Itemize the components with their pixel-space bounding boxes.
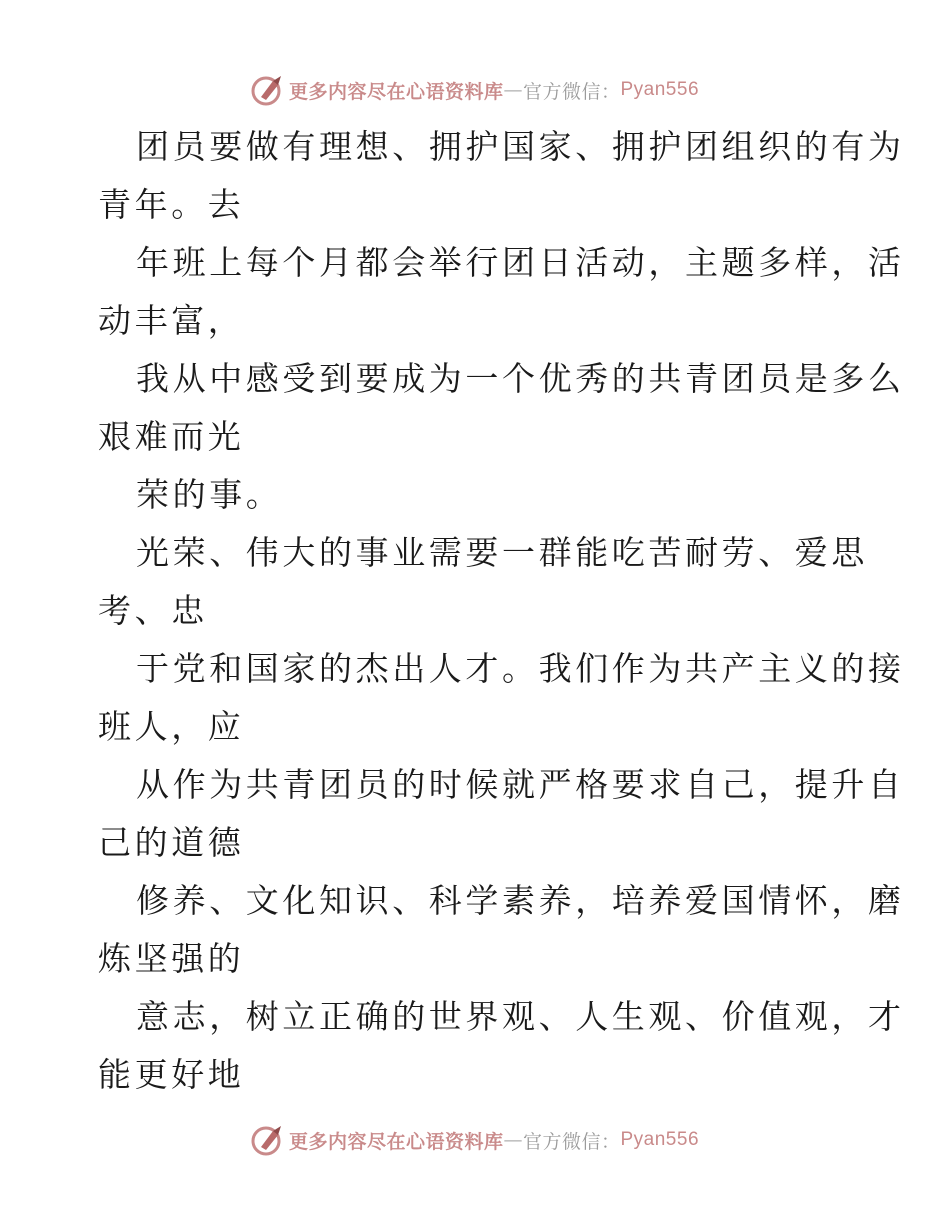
text-line: 能更好地 bbox=[98, 1055, 245, 1094]
banner-dash: — bbox=[503, 1129, 523, 1151]
text-line: 班人，应 bbox=[98, 707, 245, 746]
body-text bbox=[98, 118, 905, 1104]
text-line: 意志，树立正确的世界观、人生观、价值观，才 bbox=[136, 997, 905, 1036]
text-line: 炼坚强的 bbox=[98, 939, 245, 978]
text-line: 动丰富， bbox=[98, 301, 245, 340]
text-line: 于党和国家的杰出人才。我们作为共产主义的接 bbox=[136, 649, 905, 688]
text-line: 修养、文化知识、科学素养，培养爱国情怀，磨 bbox=[136, 881, 905, 920]
text-line: 我从中感受到要成为一个优秀的共青团员是多么 bbox=[136, 359, 905, 398]
banner-label: 官方微信： bbox=[522, 80, 621, 103]
pen-nib-circle-icon bbox=[251, 1123, 285, 1157]
text-line: 青年。去 bbox=[98, 185, 245, 224]
text-line: 艰难而光 bbox=[98, 417, 245, 456]
footer-banner bbox=[0, 1120, 950, 1160]
text-line: 考、忠 bbox=[98, 591, 208, 630]
banner-wechat-id: Pyan556 bbox=[620, 79, 700, 100]
text-line: 己的道德 bbox=[98, 823, 245, 862]
text-line: 团员要做有理想、拥护国家、拥护团组织的有为 bbox=[136, 127, 905, 166]
text-line: 光荣、伟大的事业需要一群能吃苦耐劳、爱思 bbox=[136, 533, 868, 572]
banner-label: 官方微信： bbox=[522, 1130, 621, 1153]
banner-title: 更多内容尽在心语资料库 bbox=[288, 1130, 504, 1153]
text-line: 从作为共青团员的时候就严格要求自己，提升自 bbox=[136, 765, 905, 804]
text-line: 年班上每个月都会举行团日活动，主题多样，活 bbox=[136, 243, 905, 282]
banner-wechat-id: Pyan556 bbox=[620, 1129, 700, 1150]
header-banner bbox=[0, 70, 950, 110]
pen-nib-circle-icon bbox=[251, 73, 285, 107]
text-line: 荣的事。 bbox=[136, 475, 283, 514]
banner-title: 更多内容尽在心语资料库 bbox=[288, 80, 504, 103]
banner-dash: — bbox=[503, 79, 523, 101]
